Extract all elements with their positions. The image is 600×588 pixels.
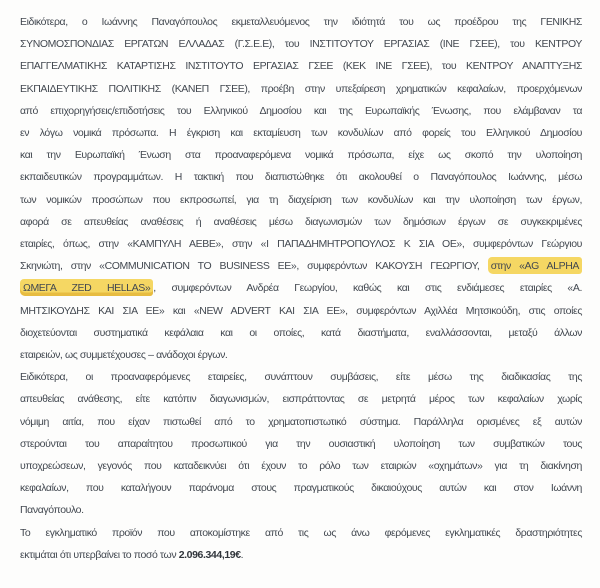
text-line [20, 455, 582, 477]
document-body [20, 11, 582, 566]
text-line [20, 122, 582, 144]
text-line [20, 544, 582, 566]
text-segment: Το εγκληματικό προϊόν που αποκομίστηκε από τις ως άνω φερόμενες εγκληματικές δραστηριότητες [20, 526, 582, 539]
paragraph-1 [20, 11, 582, 366]
text-line [20, 255, 582, 277]
text-line [20, 100, 582, 122]
text-segment: νόμιμη αιτία, που είχαν πιστωθεί από το χρηματοπιστωτικό σύστημα. Παράλληλα ορισμένες εξ αυτών [20, 415, 582, 428]
text-segment: κεφαλαίων, που καταλήγουν παράνομα στους πραγματικούς δικαιούχους αυτών και στον Ιωάννη [20, 482, 582, 495]
text-segment: και την Ευρωπαϊκή Ένωση στα προαναφερόμενα νομικά πρόσωπα, είχε ως σκοπό την υλοποίηση [20, 149, 582, 162]
text-line [20, 189, 582, 211]
text-line [20, 33, 582, 55]
paragraph-3 [20, 522, 582, 566]
text-line [20, 433, 582, 455]
text-segment: εταιρειών, ως συμμετέχουσες – ανάδοχοι έργων. [20, 349, 228, 362]
text-segment: εν λόγω νομικά πρόσωπα. Η έγκριση και εκταμίευση των κονδυλίων από φορείς του Ελληνικού Δημοσίου [20, 127, 582, 140]
text-segment: των νομικών προσώπων που εκπροσωπεί, για τη διαχείριση των κονδυλίων και την υλοποίηση των έργων, [20, 193, 582, 206]
text-segment: από επιχορηγήσεις/επιδοτήσεις του Ελληνικού Δημοσίου και της Ευρωπαϊκής Ένωσης, που ελάμβαναν τα [20, 104, 582, 117]
text-segment: στερούνται του απαραίτητου προσωπικού για την ουσιαστική υλοποίηση των συμβατικών τους [20, 437, 582, 450]
text-segment: εταιρίες, όπως, στην «ΚΑΜΠΥΛΗ ΑΕΒΕ», στην «Ι ΠΑΠΑΔΗΜΗΤΡΟΠΟΥΛΟΣ Κ ΣΙΑ ΟΕ», συμφερόντων Γεώργιου [20, 238, 582, 251]
text-line [20, 388, 582, 410]
text-line [20, 166, 582, 188]
text-line [20, 366, 582, 388]
text-segment: Ειδικότερα, οι προαναφερόμενες εταιρείες, συνάπτουν συμβάσεις, είτε μέσω της διαδικασίας της [20, 371, 582, 384]
text-line [20, 211, 582, 233]
text-line [20, 78, 582, 100]
text-line [20, 233, 582, 255]
text-segment: ΣΥΝΟΜΟΣΠΟΝΔΙΑΣ ΕΡΓΑΤΩΝ ΕΛΛΑΔΑΣ (Γ.Σ.Ε.Ε), του ΙΝΣΤΙΤΟΥΤΟΥ ΕΡΓΑΣΙΑΣ (ΙΝΕ ΓΣΕΕ), του ΚΕΝΤΡΟΥ [20, 38, 582, 51]
text-line [20, 55, 582, 77]
text-segment: Ειδικότερα, ο Ιωάννης Παναγόπουλος εκμεταλλευόμενος την ιδιότητά του ως προέδρου της ΓΕΝΙΚΗΣ [20, 16, 582, 28]
text-line [20, 322, 582, 344]
text-line [20, 522, 582, 544]
text-segment: Παναγόπουλο. [20, 504, 84, 517]
text-segment: . [240, 548, 244, 561]
text-line [20, 11, 582, 33]
text-segment: εκτιμάται ότι υπερβαίνει το ποσό των [20, 548, 179, 561]
text-segment: υποχρεώσεων, γεγονός που καταδεικνύει ότι έχουν το ρόλο των εταιριών «οχημάτων» για τη διακίνηση [20, 460, 582, 473]
text-segment: , συμφερόντων Ανδρέα Γεωργίου, καθώς και στις ενδιάμεσες εταιρίες «Α. [153, 282, 582, 295]
text-segment: αφορά σε απευθείας αναθέσεις ή αναθέσεις μέσω διαγωνισμών των δημόσιων έργων σε συγκεκριμένες [20, 215, 582, 228]
text-line [20, 477, 582, 499]
text-segment: Σκηνιώτη, στην «COMMUNICATION TO BUSINESS ΕΕ», συμφερόντων ΚΑΚΟΥΣΗ ΓΕΩΡΓΙΟΥ, [20, 260, 488, 273]
text-segment: ΕΠΑΓΓΕΛΜΑΤΙΚΗΣ ΚΑΤΑΡΤΙΣΗΣ ΙΝΣΤΙΤΟΥΤΟ ΕΡΓΑΣΙΑΣ ΓΣΕΕ (ΚΕΚ ΙΝΕ ΓΣΕΕ), του ΚΕΝΤΡΟΥ ΑΝΑΠΤΥΞΗΣ [20, 60, 582, 73]
text-segment: ΕΚΠΑΙΔΕΥΤΙΚΗΣ ΠΟΛΙΤΙΚΗΣ (ΚΑΝΕΠ ΓΣΕΕ), προέβη στην υπεξαίρεση χρηματικών κεφαλαίων, προερχόμενων [20, 82, 582, 95]
highlighted-company-text: στην «AG ALPHA [488, 257, 582, 274]
text-segment: απευθείας ανάθεσης, είτε κατόπιν διαγωνισμών, εισπράττοντας σε μετρητά μέρος των κεφαλαίων χωρίς [20, 393, 582, 406]
text-line [20, 499, 582, 521]
text-line [20, 144, 582, 166]
text-segment: διοχετεύονται συστηματικά κεφάλαια και οι οποίες, κατά διαστήματα, εναλλάσσονται, μεταξύ άλλων [20, 326, 582, 339]
criminal-proceeds-amount: 2.096.344,19€ [178, 548, 241, 561]
text-line [20, 411, 582, 433]
text-line [20, 300, 582, 322]
paragraph-2 [20, 366, 582, 521]
text-line [20, 344, 582, 366]
text-segment: ΜΗΤΣΙΚΟΥΔΗΣ ΚΑΙ ΣΙΑ ΕΕ» και «NEW ADVERT ΚΑΙ ΣΙΑ ΕΕ», συμφερόντων Αχιλλέα Μητσικούδη, στις οποίες [20, 304, 582, 317]
text-line [20, 277, 582, 299]
text-segment: εκπαιδευτικών προγραμμάτων. Η τακτική που διαπιστώθηκε ότι ακολουθεί ο Παναγόπουλος Ιωάννης, μέσω [20, 171, 582, 184]
highlighted-company-text: ΩΜΕΓΑ ZED HELLAS» [20, 279, 153, 296]
